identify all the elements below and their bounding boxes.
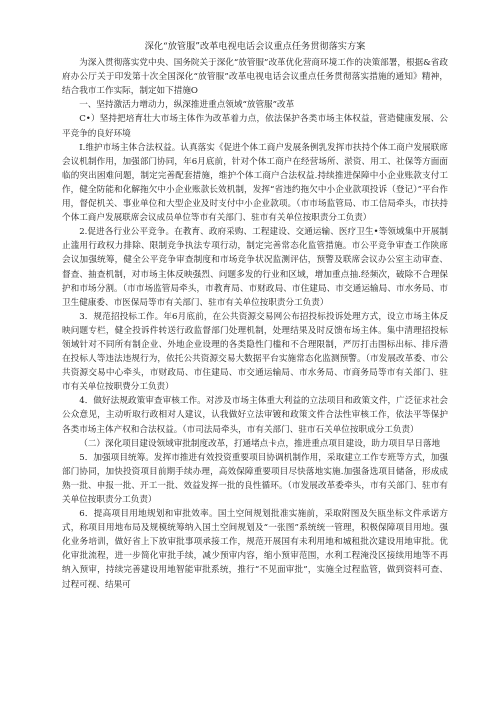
- section-heading-1: 一、坚持激活力增动力，纵深推进重点领域“放管服”改革: [79, 100, 295, 111]
- page-title: 深化“放管服”改革电视电话会议重点任务贯彻落实方案: [144, 41, 366, 52]
- subsection-heading-1: C•）坚持把培育壮大市场主体作为改革着力点，依法保护各类市场主体权益，营造健康发展、公平竞争的良好环境: [62, 114, 448, 139]
- item-3-paragraph: 3．规范招投标工作。年6月底前，在公共资源交易网公布招投标投诉处理方式，设立市场主体反映问题专栏，健全投诉件转送行政监督部门处理机制，处理结果及时反馈布场主体。集中清理招投标领域针对不同所有制企业、外地企业设理的各类隐性门槛和不合理限制，严厉打击围标出标、排斥潜在投标人等违法违规行为，依托公共资源交易大数据平台实施常态化监测预警。（市发展改革委、市公共资源交易中心牵头，市财政局、市住建局、市交通运输局、市水务局、市商务局等市有关部门、驻市有关单位按职费分工负责）: [62, 311, 448, 393]
- item-1-paragraph: I.维护市场主体合法权益。认真落实《促进个体工商户发展条例乳发挥市扶持个体工商户发展联席会议机制作用，加强部门协同，年6月底前，针对个体工商户在经营场所、淤资、用工、社保等方面面临的突出困难问题，制定完善配套措施，维护个体工商户合法权益.持续推进保障中小企业账款支付工作，健全防能和化解拖欠中小企业账款长效机制，发挥“省违约拖欠中小企业款项投诉（登记）”平台作用，督促机关、事业单位和大型企业及时支付中小企业款项。（市市场监管局、市工信局牵头，市扶持个体工商户发展联席会议成员单位等市有关部门、驻市有关单位按职责分工负责）: [62, 142, 448, 224]
- item-6-paragraph: 6．提高项目用地规划和审批效率。国土空间规划批准实施前，采取附图及矢瓯坐标文件承诺方式，称项目用地布局及规模统筹纳入国土空间规划及“一张图”系统统一管理，积极保障项目用地。强化业务培训，做好省上下放审批事项承接工作，规范开展国有未利用地和城租批次建设用地审批。优化审批流程，进一步简化审批手续，减少预审内容，缩小预审范围，水利工程淹没区接续用地等不再纳入预审，持续完善建设用地智能审批系统，推行“不见面审批”，实施全过程监管，做到资料可查、过程可视、结果可: [62, 509, 448, 590]
- item-2-paragraph: 2.促进各行业公平竞争。在教育、政府采购、工程建设、交通运输、医疗卫生•等领域集中开展制止滥用行政权力排除、限制竞争执法专项行动，制定完善常态化监管措施。市公平竞争审查工作陕席会议加强统筹，健全公平竞争审查制度和市场竞争状况监测评估，预警及联席会议办公室主动审查、督查、抽查机制，对市场主体反映强烈、问题多发的行业和区域，增加重点抽.经频次，破除不合理保护和市场分割。（市市场监管局牵头，市教育局、市财政局、市住建局、市交通运输局、市水务局、市卫生健康委、市医保局等市有关部门、驻市有关单位按职责分工负责）: [62, 227, 448, 308]
- subsection-heading-2: （二）深化项目建设领域审批制度改革，打通堵点卡点，推进重点项目建设，助力项目早日落地: [79, 438, 441, 449]
- intro-paragraph: 为深入贯彻落实党中央、国务院关于深化“放管服”改革优化营商环境工作的决策部署，根据&省政府办公厅关于印发第十次全国深化“放管服”改革电视电话会议重点任务贯彻落实措施的通知》精神，结合我市工作实际，制定如下措施O: [62, 58, 448, 97]
- item-5-paragraph: 5．加强项目统筹。发挥市推进有效投资重要项目协调机制作用，采取建立工作专班等方式，加强部门协同，加快投资项目前期手续办理，高效保障重要项目尽快落地实施.加强备选项目储备，形成成熟一批、申报一批、开工一批、效益发挥一批的良性循环。（市发展改革委牵头，市有关部门、驻市有关单位按职责分工负责）: [62, 452, 448, 505]
- item-4-paragraph: 4．做好法规政策审查审核工作。对涉及市场主体重大利益的立法项目和政策文件，广泛征求社会公众意见，主动听取行政相对人建议，认我做好立法审镀和政策文件合法性审核工作，依法平等保护各类市场主体产权和合法权益。（市司法局牵头，市有关部门、驻市石关单位按职成分工负责）: [62, 396, 448, 435]
